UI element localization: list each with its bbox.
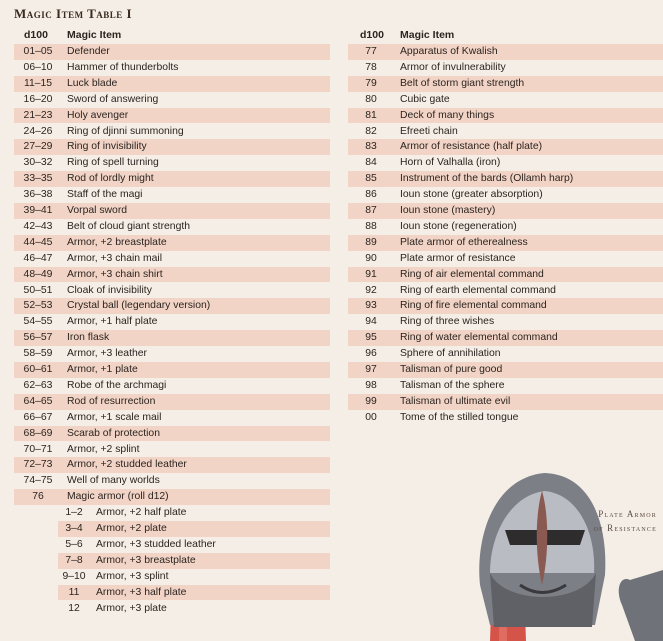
right-col-magic-item: Magic Item <box>400 29 455 41</box>
row-die-range: 60–61 <box>23 364 53 375</box>
row-die-range: 06–10 <box>23 61 53 73</box>
row-magic-item: Robe of the archmagi <box>67 379 167 391</box>
sub-table-row <box>58 553 330 569</box>
table-row <box>348 298 663 314</box>
sub-row-magic-item: Armor, +3 splint <box>96 570 169 582</box>
table-row <box>14 203 330 219</box>
row-magic-item: Armor, +1 plate <box>67 364 138 375</box>
row-die-range: 39–41 <box>23 205 53 216</box>
table-row <box>14 155 330 171</box>
row-magic-item: Armor, +2 splint <box>67 443 140 455</box>
table-row <box>348 139 663 155</box>
row-magic-item: Sphere of annihilation <box>400 348 501 360</box>
table-row <box>14 426 330 442</box>
sub-table-row <box>58 569 330 585</box>
sub-table-row <box>58 601 330 617</box>
row-die-range: 93 <box>365 300 377 312</box>
table-row <box>14 219 330 235</box>
table-row <box>14 283 330 299</box>
caption-line-2: of Resistance <box>593 523 657 533</box>
table-row <box>348 171 663 187</box>
table-row <box>348 362 663 378</box>
table-row <box>14 76 330 92</box>
table-row <box>348 219 663 235</box>
row-die-range: 97 <box>365 364 377 375</box>
table-row <box>348 76 663 92</box>
row-magic-item: Armor, +2 breastplate <box>67 236 167 248</box>
table-row <box>14 314 330 330</box>
row-die-range: 70–71 <box>23 443 53 455</box>
row-die-range: 33–35 <box>23 173 53 185</box>
row-magic-item: Magic armor (roll d12) <box>67 491 169 503</box>
row-magic-item: Armor, +3 chain mail <box>67 252 162 264</box>
row-magic-item: Ring of earth elemental command <box>400 284 556 296</box>
table-row <box>14 124 330 140</box>
row-die-range: 21–23 <box>23 109 53 121</box>
row-magic-item: Rod of lordly might <box>67 173 154 185</box>
table-row <box>348 187 663 203</box>
table-row <box>14 251 330 267</box>
sub-row-die-range: 12 <box>68 602 80 614</box>
table-row <box>348 283 663 299</box>
row-magic-item: Cubic gate <box>400 93 450 105</box>
table-row <box>14 442 330 458</box>
table-row <box>348 346 663 362</box>
table-row <box>14 394 330 410</box>
row-die-range: 82 <box>365 125 377 137</box>
table-row <box>14 92 330 108</box>
sub-row-die-range: 9–10 <box>62 570 86 582</box>
table-row <box>14 362 330 378</box>
row-die-range: 36–38 <box>23 189 53 201</box>
row-magic-item: Ring of spell turning <box>67 157 159 169</box>
row-magic-item: Ioun stone (greater absorption) <box>400 189 543 201</box>
row-die-range: 76 <box>32 491 44 503</box>
sub-row-magic-item: Armor, +2 plate <box>96 523 167 534</box>
sub-row-magic-item: Armor, +3 plate <box>96 602 167 614</box>
row-die-range: 86 <box>365 189 377 201</box>
row-magic-item: Efreeti chain <box>400 125 458 137</box>
row-magic-item: Ring of invisibility <box>67 141 147 153</box>
row-magic-item: Plate armor of resistance <box>400 252 516 264</box>
sub-row-die-range: 1–2 <box>65 507 83 519</box>
row-die-range: 72–73 <box>23 459 53 471</box>
row-die-range: 58–59 <box>23 348 53 360</box>
row-magic-item: Vorpal sword <box>67 205 128 216</box>
row-magic-item: Belt of cloud giant strength <box>67 220 191 232</box>
table-row <box>14 489 330 505</box>
row-magic-item: Well of many worlds <box>67 475 160 487</box>
row-die-range: 00 <box>365 411 377 423</box>
row-die-range: 90 <box>365 252 377 264</box>
row-magic-item: Armor of resistance (half plate) <box>400 141 543 153</box>
table-row <box>14 60 330 76</box>
table-row <box>348 60 663 76</box>
table-row <box>14 457 330 473</box>
row-die-range: 11–15 <box>23 77 53 89</box>
row-die-range: 24–26 <box>23 125 53 137</box>
row-die-range: 94 <box>365 316 377 328</box>
row-magic-item: Armor, +1 half plate <box>67 316 158 328</box>
row-magic-item: Ring of water elemental command <box>400 332 558 344</box>
table-row <box>348 235 663 251</box>
row-die-range: 42–43 <box>23 220 53 232</box>
row-die-range: 85 <box>365 173 377 185</box>
row-die-range: 50–51 <box>23 284 53 296</box>
sub-table-row <box>58 585 330 601</box>
table-row <box>14 330 330 346</box>
row-magic-item: Horn of Valhalla (iron) <box>400 157 501 169</box>
table-row <box>348 203 663 219</box>
row-magic-item: Armor, +3 chain shirt <box>67 268 163 280</box>
row-magic-item: Crystal ball (legendary version) <box>67 300 211 312</box>
sub-table-row <box>58 537 330 553</box>
row-die-range: 74–75 <box>23 475 53 487</box>
sub-row-die-range: 11 <box>68 586 80 598</box>
sub-row-die-range: 3–4 <box>65 523 83 534</box>
row-die-range: 78 <box>365 61 377 73</box>
row-magic-item: Ring of djinni summoning <box>67 125 184 137</box>
row-die-range: 79 <box>365 77 377 89</box>
table-row <box>348 267 663 283</box>
row-die-range: 56–57 <box>23 332 53 344</box>
row-magic-item: Talisman of the sphere <box>400 379 505 391</box>
left-table <box>0 0 330 641</box>
row-magic-item: Ring of fire elemental command <box>400 300 547 312</box>
helmet-illustration <box>479 473 605 627</box>
row-magic-item: Armor, +3 leather <box>67 348 147 360</box>
table-row <box>348 44 663 60</box>
row-magic-item: Belt of storm giant strength <box>400 77 525 89</box>
row-die-range: 77 <box>365 46 377 57</box>
row-die-range: 44–45 <box>23 236 53 248</box>
right-table <box>340 0 663 460</box>
table-row <box>14 298 330 314</box>
row-die-range: 84 <box>365 157 377 169</box>
sub-row-die-range: 7–8 <box>65 554 83 566</box>
table-row <box>348 394 663 410</box>
table-row <box>348 251 663 267</box>
row-die-range: 68–69 <box>23 427 53 439</box>
row-die-range: 88 <box>365 220 377 232</box>
row-magic-item: Armor, +1 scale mail <box>67 411 162 423</box>
row-magic-item: Ring of air elemental command <box>400 268 544 280</box>
row-magic-item: Armor of invulnerability <box>400 61 506 73</box>
row-magic-item: Ioun stone (mastery) <box>400 205 496 216</box>
caption-line-1: Plate Armor <box>598 509 657 519</box>
left-col-d100: d100 <box>24 29 48 41</box>
row-magic-item: Holy avenger <box>67 109 129 121</box>
row-magic-item: Ring of three wishes <box>400 316 495 328</box>
sub-row-magic-item: Armor, +2 half plate <box>96 507 187 519</box>
table-row <box>14 171 330 187</box>
row-die-range: 95 <box>365 332 377 344</box>
row-die-range: 66–67 <box>23 411 53 423</box>
row-magic-item: Deck of many things <box>400 109 495 121</box>
table-row <box>348 410 663 426</box>
row-die-range: 80 <box>365 93 377 105</box>
row-magic-item: Instrument of the bards (Ollamh harp) <box>400 173 574 185</box>
table-row <box>14 267 330 283</box>
row-die-range: 48–49 <box>23 268 53 280</box>
table-row <box>14 346 330 362</box>
table-row <box>348 155 663 171</box>
row-magic-item: Luck blade <box>67 77 118 89</box>
sub-table-row <box>58 505 330 521</box>
table-row <box>14 235 330 251</box>
row-magic-item: Ioun stone (regeneration) <box>400 220 517 232</box>
row-die-range: 81 <box>365 109 377 121</box>
table-row <box>14 378 330 394</box>
row-magic-item: Defender <box>67 46 110 57</box>
row-magic-item: Apparatus of Kwalish <box>400 46 498 57</box>
row-magic-item: Staff of the magi <box>67 189 143 201</box>
sub-row-magic-item: Armor, +3 half plate <box>96 586 187 598</box>
row-die-range: 91 <box>365 268 377 280</box>
row-die-range: 87 <box>365 205 377 216</box>
illustration-caption <box>594 507 657 535</box>
row-die-range: 52–53 <box>23 300 53 312</box>
row-magic-item: Iron flask <box>67 332 110 344</box>
row-die-range: 98 <box>365 379 377 391</box>
row-die-range: 16–20 <box>23 93 53 105</box>
sub-row-magic-item: Armor, +3 studded leather <box>96 538 216 550</box>
row-die-range: 46–47 <box>23 252 53 264</box>
row-magic-item: Cloak of invisibility <box>67 284 152 296</box>
table-row <box>14 139 330 155</box>
row-magic-item: Plate armor of etherealness <box>400 236 528 248</box>
table-row <box>14 108 330 124</box>
table-row <box>348 314 663 330</box>
row-magic-item: Talisman of pure good <box>400 364 503 375</box>
row-die-range: 83 <box>365 141 377 153</box>
row-die-range: 89 <box>365 236 377 248</box>
row-die-range: 64–65 <box>23 395 53 407</box>
sub-row-magic-item: Armor, +3 breastplate <box>96 554 196 566</box>
sub-table-row <box>58 521 330 537</box>
table-row <box>348 108 663 124</box>
row-die-range: 30–32 <box>23 157 53 169</box>
row-magic-item: Tome of the stilled tongue <box>400 411 519 423</box>
row-magic-item: Rod of resurrection <box>67 395 156 407</box>
table-row <box>14 410 330 426</box>
row-magic-item: Hammer of thunderbolts <box>67 61 179 73</box>
table-row <box>14 187 330 203</box>
row-magic-item: Talisman of ultimate evil <box>400 395 511 407</box>
left-col-magic-item: Magic Item <box>67 29 122 41</box>
table-row <box>348 92 663 108</box>
row-die-range: 99 <box>365 395 377 407</box>
right-col-d100: d100 <box>360 29 384 41</box>
row-die-range: 01–05 <box>23 46 53 57</box>
table-row <box>14 473 330 489</box>
table-title: Magic Item Table I <box>14 6 133 21</box>
row-die-range: 62–63 <box>23 379 53 391</box>
plate-armor-illustration <box>330 455 663 641</box>
row-magic-item: Sword of answering <box>67 93 159 105</box>
gauntlet-illustration <box>619 570 663 641</box>
row-die-range: 27–29 <box>23 141 53 153</box>
table-row <box>348 124 663 140</box>
sub-row-die-range: 5–6 <box>65 538 83 550</box>
row-die-range: 96 <box>365 348 377 360</box>
row-die-range: 92 <box>365 284 377 296</box>
table-row <box>14 44 330 60</box>
table-row <box>348 378 663 394</box>
row-die-range: 54–55 <box>23 316 53 328</box>
table-row <box>348 330 663 346</box>
row-magic-item: Armor, +2 studded leather <box>67 459 187 471</box>
row-magic-item: Scarab of protection <box>67 427 160 439</box>
